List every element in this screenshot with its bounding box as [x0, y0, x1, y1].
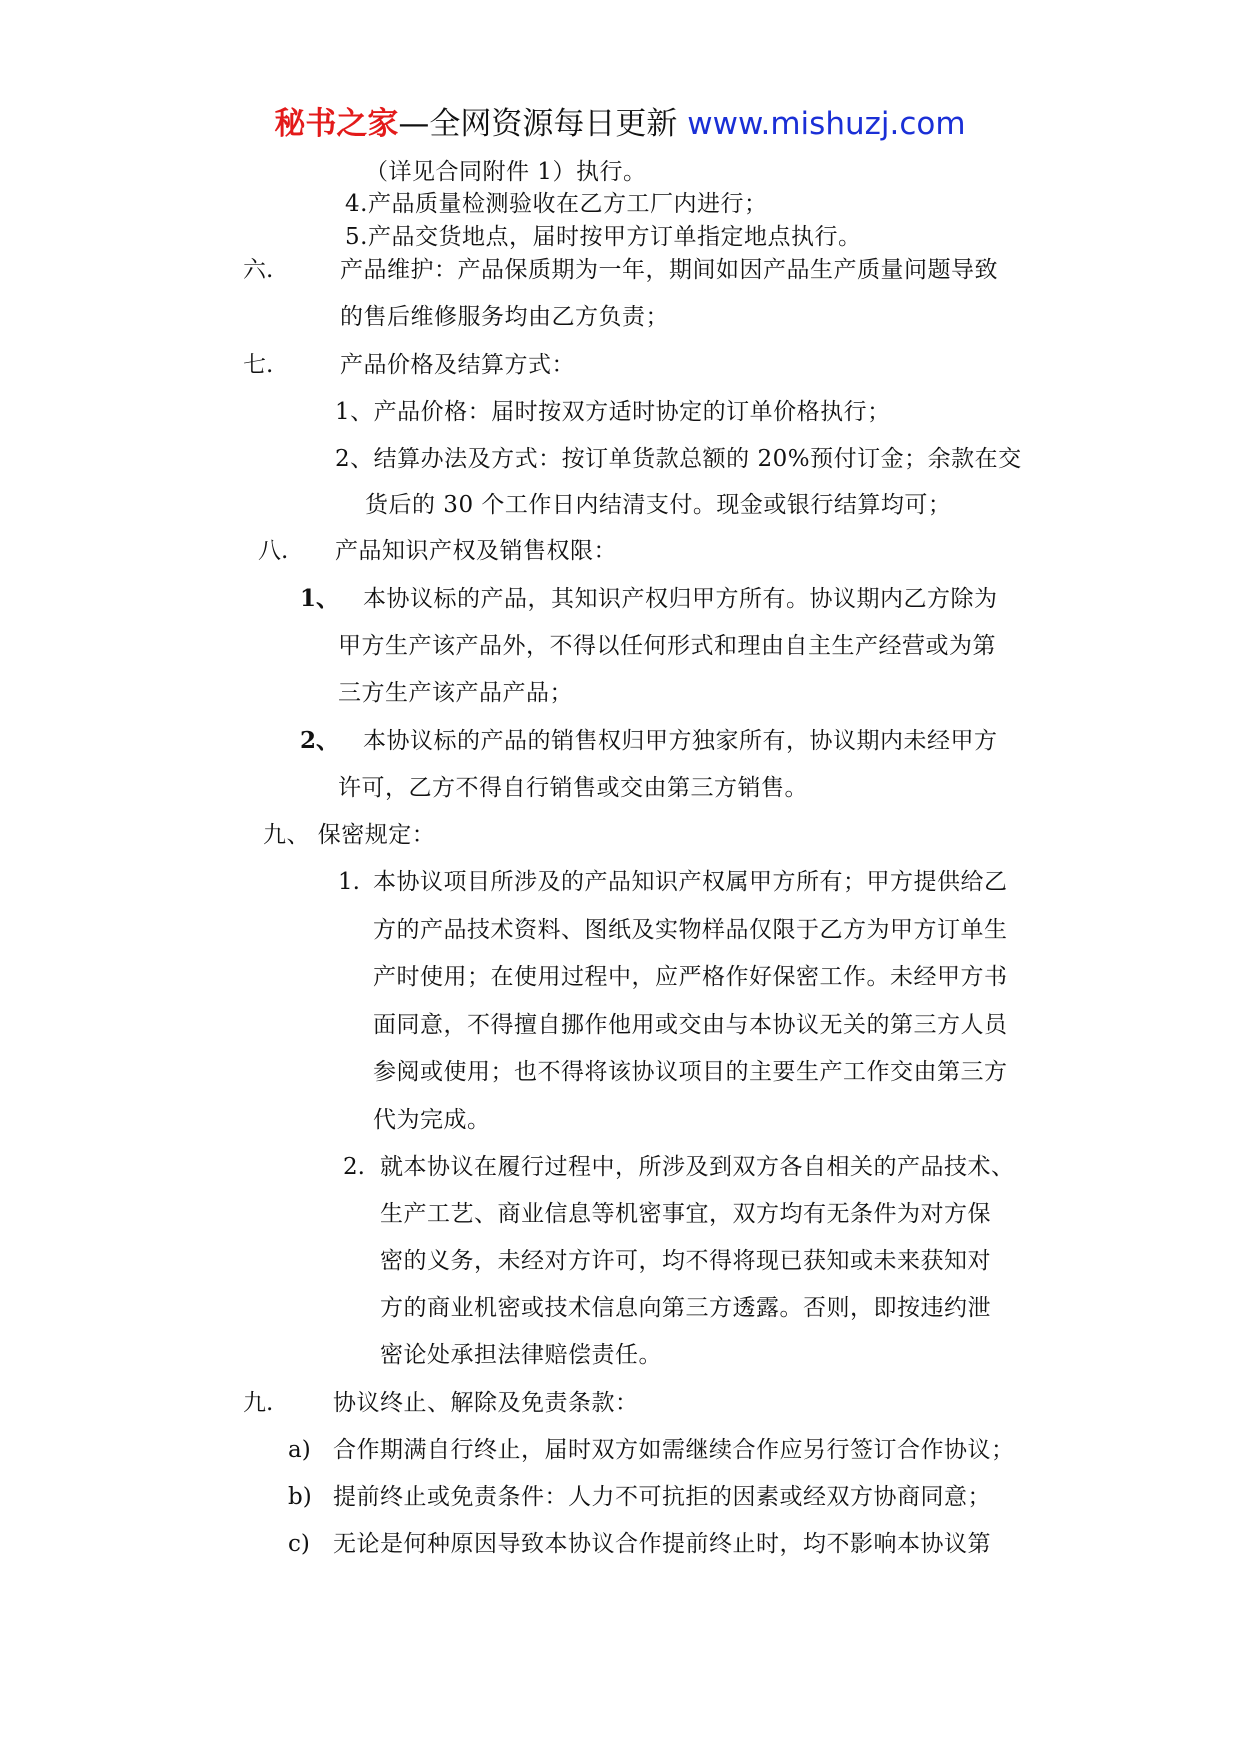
- paragraph-line: 货后的 30 个工作日内结清支付。现金或银行结算均可；: [365, 492, 952, 518]
- section-number: 七.: [243, 352, 274, 378]
- paragraph-line: 参阅或使用；也不得将该协议项目的主要生产工作交由第三方: [373, 1059, 1008, 1085]
- paragraph-line: 密论处承担法律赔偿责任。: [380, 1342, 662, 1368]
- paragraph-line: 5.产品交货地点，届时按甲方订单指定地点执行。: [345, 224, 862, 250]
- list-item-number: c): [288, 1531, 310, 1557]
- paragraph-line: 方的产品技术资料、图纸及实物样品仅限于乙方为甲方订单生: [373, 917, 1008, 943]
- paragraph-line: 产品维护：产品保质期为一年，期间如因产品生产质量问题导致: [340, 257, 998, 283]
- section-number: 八.: [258, 538, 289, 564]
- section-title: 协议终止、解除及免责条款：: [333, 1390, 639, 1416]
- list-item: 本协议标的产品，其知识产权归甲方所有。协议期内乙方除为: [363, 586, 998, 612]
- list-item: 就本协议在履行过程中，所涉及到双方各自相关的产品技术、: [380, 1154, 1015, 1180]
- list-item: 提前终止或免责条件：人力不可抗拒的因素或经双方协商同意；: [333, 1484, 991, 1510]
- paragraph-line: 生产工艺、商业信息等机密事宜，双方均有无条件为对方保: [380, 1201, 991, 1227]
- list-item: 2、结算办法及方式：按订单货款总额的 20%预付订金；余款在交: [335, 446, 1022, 472]
- section-title: 九、 保密规定：: [263, 822, 436, 848]
- paragraph-line: 许可，乙方不得自行销售或交由第三方销售。: [338, 775, 808, 801]
- paragraph-line: 代为完成。: [373, 1107, 491, 1133]
- paragraph-line: 产时使用；在使用过程中，应严格作好保密工作。未经甲方书: [373, 964, 1008, 990]
- brand-name: 秘书之家: [274, 106, 399, 142]
- list-item-number: 1.: [338, 869, 360, 895]
- list-item: 本协议标的产品的销售权归甲方独家所有，协议期内未经甲方: [363, 728, 998, 754]
- site-url[interactable]: www.mishuzj.com: [687, 106, 966, 142]
- paragraph-line: 密的义务，未经对方许可，均不得将现已获知或未来获知对: [380, 1248, 991, 1274]
- paragraph-line: 甲方生产该产品外，不得以任何形式和理由自主生产经营或为第: [338, 633, 996, 659]
- paragraph-line: 方的商业机密或技术信息向第三方透露。否则，即按违约泄: [380, 1295, 991, 1321]
- paragraph-line: 三方生产该产品产品；: [338, 680, 573, 706]
- list-item: 本协议项目所涉及的产品知识产权属甲方所有；甲方提供给乙: [373, 869, 1008, 895]
- paragraph-line: 面同意，不得擅自挪作他用或交由与本协议无关的第三方人员: [373, 1012, 1008, 1038]
- list-item-number: a): [288, 1437, 311, 1463]
- section-title: 产品知识产权及销售权限：: [335, 538, 617, 564]
- paragraph-line: 4.产品质量检测验收在乙方工厂内进行；: [345, 191, 768, 217]
- list-item-number: 2、: [300, 727, 340, 754]
- section-title: 产品价格及结算方式：: [340, 352, 575, 378]
- list-item-number: 1、: [300, 585, 340, 612]
- slogan: —全网资源每日更新: [398, 106, 678, 142]
- list-item: 合作期满自行终止，届时双方如需继续合作应另行签订合作协议；: [333, 1437, 1015, 1463]
- list-item: 1、产品价格：届时按双方适时协定的订单价格执行；: [335, 399, 891, 425]
- list-item-number: b): [288, 1484, 312, 1510]
- list-item-number: 2.: [343, 1154, 365, 1180]
- paragraph-line: （详见合同附件 1）执行。: [365, 159, 647, 185]
- section-number: 六.: [243, 257, 274, 283]
- paragraph-line: 的售后维修服务均由乙方负责；: [340, 304, 669, 330]
- watermark-header: [0, 104, 1240, 144]
- list-item: 无论是何种原因导致本协议合作提前终止时，均不影响本协议第: [333, 1531, 991, 1557]
- section-number: 九.: [243, 1390, 274, 1416]
